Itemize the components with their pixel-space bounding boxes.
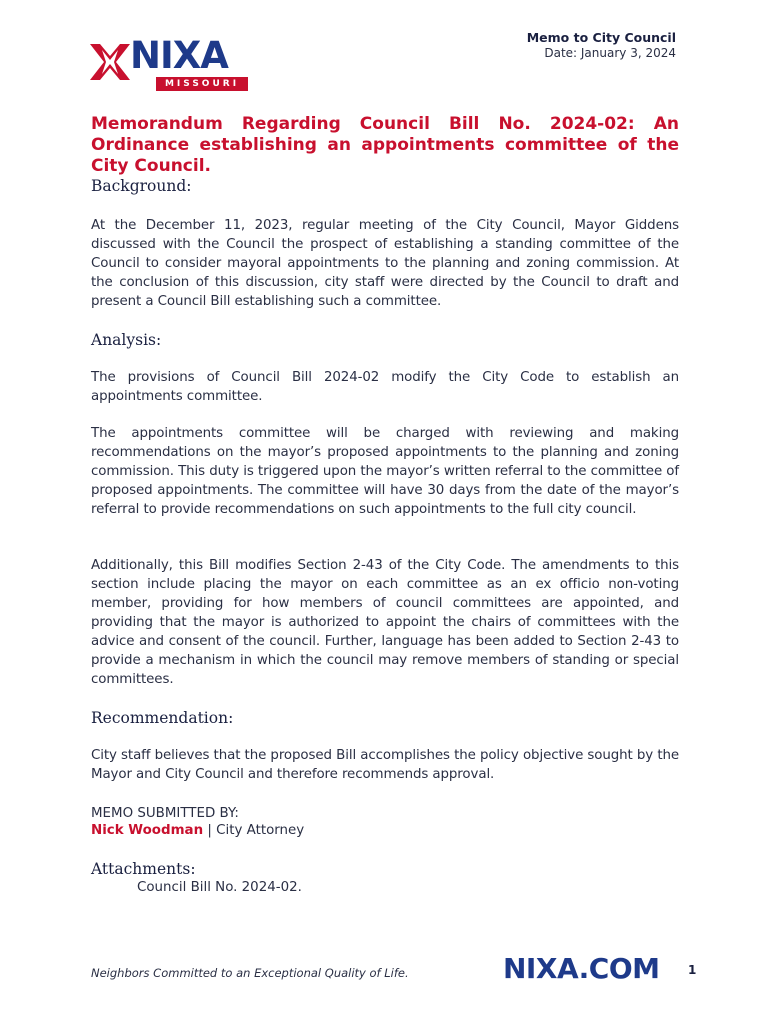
analysis-heading: Analysis:	[91, 331, 162, 349]
memo-date: Date: January 3, 2024	[544, 46, 676, 60]
footer-tagline: Neighbors Committed to an Exceptional Quality of Life.	[91, 966, 409, 980]
nixa-logo	[88, 36, 252, 94]
memo-recipient: Memo to City Council	[526, 30, 676, 45]
recommendation-paragraph: City staff believes that the proposed Bill accomplishes the policy objective sought by the Mayor and City Council and therefore recommends approval.	[91, 748, 679, 782]
analysis-paragraph-2: The appointments committee will be charged with reviewing and making recommendations on the mayor’s proposed appointments to the planning and zoning commission. This duty is triggered upon the mayor’s written referral to the committee of proposed appointments. The committee will have 30 days from the date of the mayor’s referral to provide recommendations on such appointments to the full city council.	[91, 426, 679, 517]
signer-name: Nick Woodman	[91, 823, 204, 838]
background-heading: Background:	[91, 177, 192, 195]
signer-separator: |	[203, 823, 217, 838]
analysis-paragraph-1: The provisions of Council Bill 2024-02 modify the City Code to establish an appointments committee.	[91, 370, 679, 404]
x-star-icon	[88, 40, 132, 84]
recommendation-heading: Recommendation:	[91, 709, 234, 727]
attachment-item: Council Bill No. 2024-02.	[137, 880, 302, 895]
signer-role: City Attorney	[216, 823, 305, 838]
footer-website[interactable]: NIXA.COM	[503, 952, 660, 985]
signer-line	[91, 823, 304, 838]
logo-subtitle: MISSOURI	[156, 77, 248, 91]
attachments-heading: Attachments:	[91, 860, 196, 878]
memo-title: Memorandum Regarding Council Bill No. 2024-02: An Ordinance establishing an appointments committee of the City Council.	[91, 114, 679, 176]
analysis-paragraph-3: Additionally, this Bill modifies Section 2-43 of the City Code. The amendments to this section include placing the mayor on each committee as an ex officio non-voting member, providing for how members of council committees are appointed, and providing that the mayor is authorized to appoint the chairs of committees with the advice and consent of the council. Further, language has been added to Section 2-43 to provide a mechanism in which the council may remove members of standing or special committees.	[91, 558, 679, 687]
background-paragraph: At the December 11, 2023, regular meeting of the City Council, Mayor Giddens discussed with the Council the prospect of establishing a standing committee of the Council to consider mayoral appointments to the planning and zoning commission. At the conclusion of this discussion, city staff were directed by the Council to draft and present a Council Bill establishing such a committee.	[91, 218, 679, 309]
logo-wordmark: NIXA	[130, 34, 228, 77]
page-number: 1	[688, 963, 697, 977]
submitted-by-label: MEMO SUBMITTED BY:	[91, 806, 239, 821]
